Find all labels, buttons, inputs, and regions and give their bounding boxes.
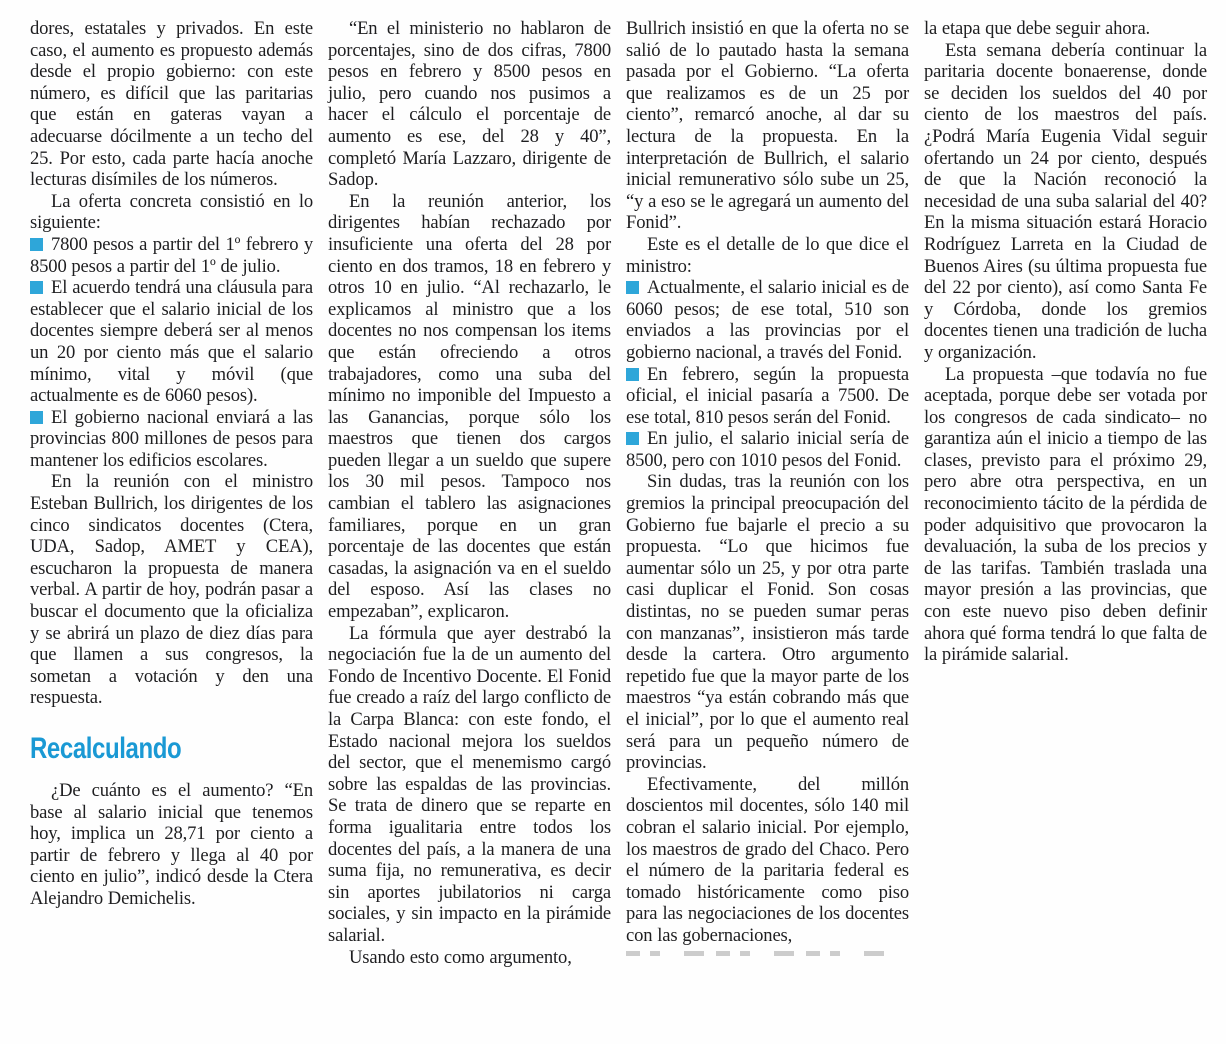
paragraph: Bullrich insistió en que la oferta no se salió de lo pautado hasta la semana pasada por el Gobierno. “La oferta que realizamos es de un 25 por ciento”, remarcó anoche, al dar su lectura de la propuesta. En la interpretación de Bullrich, el salario inicial remunerativo sólo sube un 25, “y a eso se le agregará un aumento del Fonid”.: [626, 18, 909, 234]
bullet-text: Actualmente, el salario inicial es de 6060 pesos; de ese total, 510 son enviados a las provincias por el gobierno nacional, a través del Fonid.: [626, 277, 909, 363]
paragraph: En la reunión anterior, los dirigentes habían rechazado por insuficiente una oferta del 28 por ciento en dos tramos, 18 en febrero y otros 10 en julio. “Al rechazarlo, le explicamos al ministro que a los docentes no nos compensan los items que están ofreciendo a otros trabajadores, como una suba del mínimo no imponible del Impuesto a las Ganancias, porque sólo los maestros que tienen dos cargos pueden llegar a un sueldo que supere los 30 mil pesos. Tampoco nos cambian el tablero las asignaciones familiares, porque en un gran porcentaje de las docentes que están casadas, la asignación va en el sueldo del esposo. Así las clases no empezaban”, explicaron.: [328, 190, 611, 623]
bullet-text: 7800 pesos a partir del 1º febrero y 8500 pesos a partir del 1º de julio.: [30, 233, 313, 277]
bullet-item: [30, 277, 313, 407]
paragraph: Esta semana debería continuar la paritaria docente bonaerense, donde se deciden los sueldos del 40 por ciento de los maestros del país. ¿Podrá María Eugenia Vidal seguir ofertando un 24 por ciento, después de que la Nación reconoció la necesidad de una suba salarial del 40? En la misma situación estará Horacio Rodríguez Larreta en la Ciudad de Buenos Aires (su última propuesta fue del 22 por ciento), así como Santa Fe y Córdoba, donde los gremios docentes tienen una tradición de lucha y organización.: [924, 39, 1207, 363]
bullet-item: [626, 428, 909, 471]
paragraph: “En el ministerio no hablaron de porcentajes, sino de dos cifras, 7800 pesos en febrero y 8500 pesos en julio, pero cuando nos pusimos a hacer el cálculo el porcentaje de aumento es ese, del 28 y 40”, completó María Lazzaro, dirigente de Sadop.: [328, 18, 611, 191]
bullet-square-icon: [626, 432, 639, 445]
bullet-text: El acuerdo tendrá una cláusula para establecer que el salario inicial de los docentes siempre deberá ser al menos un 20 por ciento más que el salario mínimo, vital y móvil (que actualmente es de 6060 pesos).: [30, 277, 313, 407]
paragraph: Este es el detalle de lo que dice el ministro:: [626, 233, 909, 277]
paragraph: Usando esto como argumento,: [349, 946, 572, 968]
clipped-text-remnant: [626, 951, 886, 956]
article-column-4: [924, 18, 1207, 666]
paragraph: Efectivamente, del millón doscientos mil docentes, sólo 140 mil cobran el salario inicial. Por ejemplo, los maestros de grado del Chaco. Pero el número de la paritaria federal es tomado históricamente como piso para las negociaciones de los docentes con las gobernaciones,: [626, 773, 909, 946]
article-column-2: [328, 18, 611, 968]
article-column-3: [626, 18, 909, 956]
bullet-square-icon: [30, 411, 43, 424]
paragraph: dores, estatales y privados. En este caso, el aumento es propuesto además desde el propio gobierno: con este número, es difícil que las paritarias que están en gateras vayan a adecuarse dócilmente a un techo del 25. Por esto, cada parte hacía anoche lecturas disímiles de los números.: [30, 18, 313, 191]
bullet-square-icon: [626, 368, 639, 381]
bullet-text: El gobierno nacional enviará a las provincias 800 millones de pesos para mantener los edificios escolares.: [30, 406, 313, 471]
paragraph: Sin dudas, tras la reunión con los gremios la principal preocupación del Gobierno fue bajarle el precio a su propuesta. “Lo que hicimos fue aumentar sólo un 25, y por otra parte casi duplicar el Fonid. Son cosas distintas, no se pueden sumar peras con manzanas”, insistieron más tarde desde la cartera. Otro argumento repetido fue que la mayor parte de los maestros “ya están cobrando más que el inicial”, por lo que el aumento real será para un pequeño número de provincias.: [626, 471, 909, 774]
bullet-text: En julio, el salario inicial sería de 8500, pero con 1010 pesos del Fonid.: [626, 428, 909, 471]
paragraph: La propuesta –que todavía no fue aceptada, porque debe ser votada por los congresos de cada sindicato– no garantiza aún el inicio a tiempo de las clases, previsto para el próximo 29, pero abre otra perspectiva, en un reconocimiento tácito de la pérdida de poder adquisitivo que provocaron la devaluación, la suba de los precios y de las tarifas. También traslada una mayor presión a las provincias, que con este nuevo piso deben definir ahora qué forma tendrá lo que falta de la pirámide salarial.: [924, 363, 1207, 666]
bullet-square-icon: [30, 281, 43, 294]
bullet-square-icon: [30, 238, 43, 251]
bullet-item: [626, 277, 909, 363]
bullet-item: [30, 234, 313, 277]
bullet-text: En febrero, según la propuesta oficial, el inicial pasaría a 7500. De ese total, 810 pesos serán del Fonid.: [626, 363, 909, 428]
paragraph: La oferta concreta consistió en lo siguiente:: [30, 190, 313, 234]
paragraph: ¿De cuánto es el aumento? “En base al salario inicial que tenemos hoy, implica un 28,71 por ciento a partir de febrero y llega al 40 por ciento en julio”, indicó desde la Ctera Alejandro Demichelis.: [30, 780, 313, 909]
bullet-item: [30, 407, 313, 472]
article-columns: [30, 18, 1208, 968]
bullet-item: [626, 364, 909, 429]
paragraph: la etapa que debe seguir ahora.: [924, 18, 1151, 39]
article-column-1: [30, 18, 313, 910]
bullet-square-icon: [626, 281, 639, 294]
paragraph: La fórmula que ayer destrabó la negociación fue la de un aumento del Fondo de Incentivo Docente. El Fonid fue creado a raíz del largo conflicto de la Carpa Blanca: con este fondo, el Estado nacional mejora los sueldos del sector, que el menemismo cargó sobre las espaldas de las provincias. Se trata de dinero que se reparte en forma igualitaria entre todos los docentes del país, a la manera de una suma fija, no remunerativa, es decir sin aportes jubilatorios ni carga sociales, y sin impacto en la pirámide salarial.: [328, 622, 611, 946]
section-heading: Recalculando: [30, 732, 182, 765]
paragraph: En la reunión con el ministro Esteban Bullrich, los dirigentes de los cinco sindicatos docentes (Ctera, UDA, Sadop, AMET y CEA), escucharon la propuesta de manera verbal. A partir de hoy, podrán pasar a buscar el documento que la oficializa y se abrirá un plazo de diez días para que llamen a sus congresos, la sometan a votación y den una respuesta.: [30, 471, 313, 709]
